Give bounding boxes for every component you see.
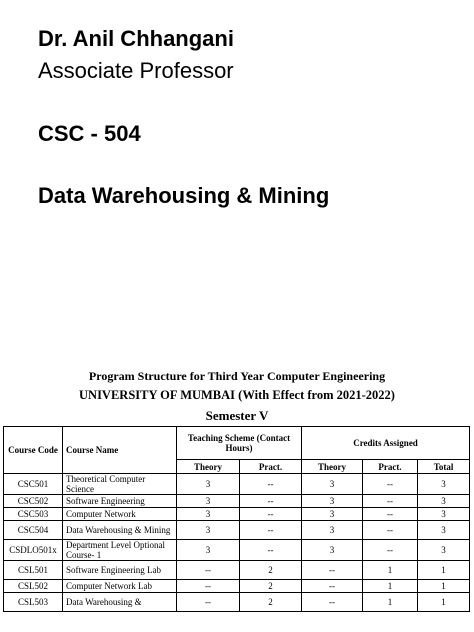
credits-assigned-header: Credits Assigned — [302, 427, 470, 460]
credit-theory-cell: 3 — [302, 474, 363, 495]
program-structure-heading: Program Structure for Third Year Computer Engineering — [88, 369, 386, 383]
credit-pract-cell: 1 — [363, 561, 418, 580]
table-row — [4, 508, 470, 521]
course-name-cell: Software Engineering — [63, 495, 177, 508]
credit-total-cell: 3 — [418, 521, 470, 540]
teaching-pract-cell: -- — [240, 495, 302, 508]
course-name-cell: Computer Network Lab — [63, 580, 177, 593]
credit-theory-cell: 3 — [302, 495, 363, 508]
teaching-theory-cell: 3 — [177, 495, 240, 508]
credit-theory-cell: -- — [302, 593, 363, 612]
teaching-pract-cell: 2 — [240, 593, 302, 612]
credit-theory-cell: -- — [302, 580, 363, 593]
teaching-pract-cell: -- — [240, 540, 302, 561]
credit-total-cell: 3 — [418, 540, 470, 561]
teaching-pract-header: Pract. — [240, 460, 302, 474]
course-code-cell: CSL503 — [4, 593, 63, 612]
table-row — [4, 521, 470, 540]
credit-total-cell: 3 — [418, 508, 470, 521]
credit-pract-cell: -- — [363, 474, 418, 495]
course-name-cell: Data Warehousing & — [63, 593, 177, 612]
teaching-scheme-header: Teaching Scheme (Contact Hours) — [177, 427, 302, 460]
credit-theory-cell: 3 — [302, 540, 363, 561]
course-code-cell: CSC504 — [4, 521, 63, 540]
credit-theory-cell: -- — [302, 561, 363, 580]
course-code-cell: CSL502 — [4, 580, 63, 593]
table-row — [4, 580, 470, 593]
presenter-name: Dr. Anil Chhangani — [38, 26, 234, 51]
teaching-pract-cell: -- — [240, 474, 302, 495]
teaching-theory-cell: 3 — [177, 474, 240, 495]
course-code-cell: CSC503 — [4, 508, 63, 521]
credit-pract-header: Pract. — [363, 460, 418, 474]
teaching-theory-cell: -- — [177, 561, 240, 580]
table-row — [4, 540, 470, 561]
course-name-cell: Data Warehousing & Mining — [63, 521, 177, 540]
teaching-pract-cell: -- — [240, 521, 302, 540]
table-row — [4, 474, 470, 495]
table-row — [4, 495, 470, 508]
credit-total-cell: 1 — [418, 580, 470, 593]
credit-theory-header: Theory — [302, 460, 363, 474]
course-name-cell: Department Level Optional Course- 1 — [63, 540, 177, 561]
course-code-cell: CSL501 — [4, 561, 63, 580]
course-name-header: Course Name — [63, 427, 177, 474]
course-code-heading: CSC - 504 — [38, 121, 141, 146]
credit-total-cell: 3 — [418, 474, 470, 495]
teaching-pract-cell: 2 — [240, 580, 302, 593]
presenter-role: Associate Professor — [38, 58, 234, 83]
credit-theory-cell: 3 — [302, 521, 363, 540]
teaching-theory-cell: 3 — [177, 521, 240, 540]
credit-pract-cell: -- — [363, 495, 418, 508]
teaching-theory-cell: -- — [177, 580, 240, 593]
course-code-cell: CSC501 — [4, 474, 63, 495]
teaching-pract-cell: 2 — [240, 561, 302, 580]
credit-total-cell: 1 — [418, 561, 470, 580]
credit-pract-cell: -- — [363, 540, 418, 561]
program-structure-table — [3, 426, 470, 612]
teaching-theory-cell: 3 — [177, 508, 240, 521]
credit-theory-cell: 3 — [302, 508, 363, 521]
course-title-heading: Data Warehousing & Mining — [38, 183, 330, 208]
credit-total-cell: 1 — [418, 593, 470, 612]
course-name-cell: Software Engineering Lab — [63, 561, 177, 580]
course-code-cell: CSC502 — [4, 495, 63, 508]
credit-total-cell: 3 — [418, 495, 470, 508]
course-code-header: Course Code — [4, 427, 63, 474]
credit-total-header: Total — [418, 460, 470, 474]
teaching-theory-cell: -- — [177, 593, 240, 612]
table-row — [4, 561, 470, 580]
teaching-theory-header: Theory — [177, 460, 240, 474]
table-row — [4, 593, 470, 612]
course-code-cell: CSDLO501x — [4, 540, 63, 561]
credit-pract-cell: -- — [363, 521, 418, 540]
university-heading: UNIVERSITY OF MUMBAI (With Effect from 2021-2022) — [79, 388, 395, 402]
credit-pract-cell: -- — [363, 508, 418, 521]
semester-heading: Semester V — [205, 408, 269, 423]
credit-pract-cell: 1 — [363, 580, 418, 593]
course-name-cell: Theoretical Computer Science — [63, 474, 177, 495]
teaching-theory-cell: 3 — [177, 540, 240, 561]
course-name-cell: Computer Network — [63, 508, 177, 521]
teaching-pract-cell: -- — [240, 508, 302, 521]
credit-pract-cell: 1 — [363, 593, 418, 612]
